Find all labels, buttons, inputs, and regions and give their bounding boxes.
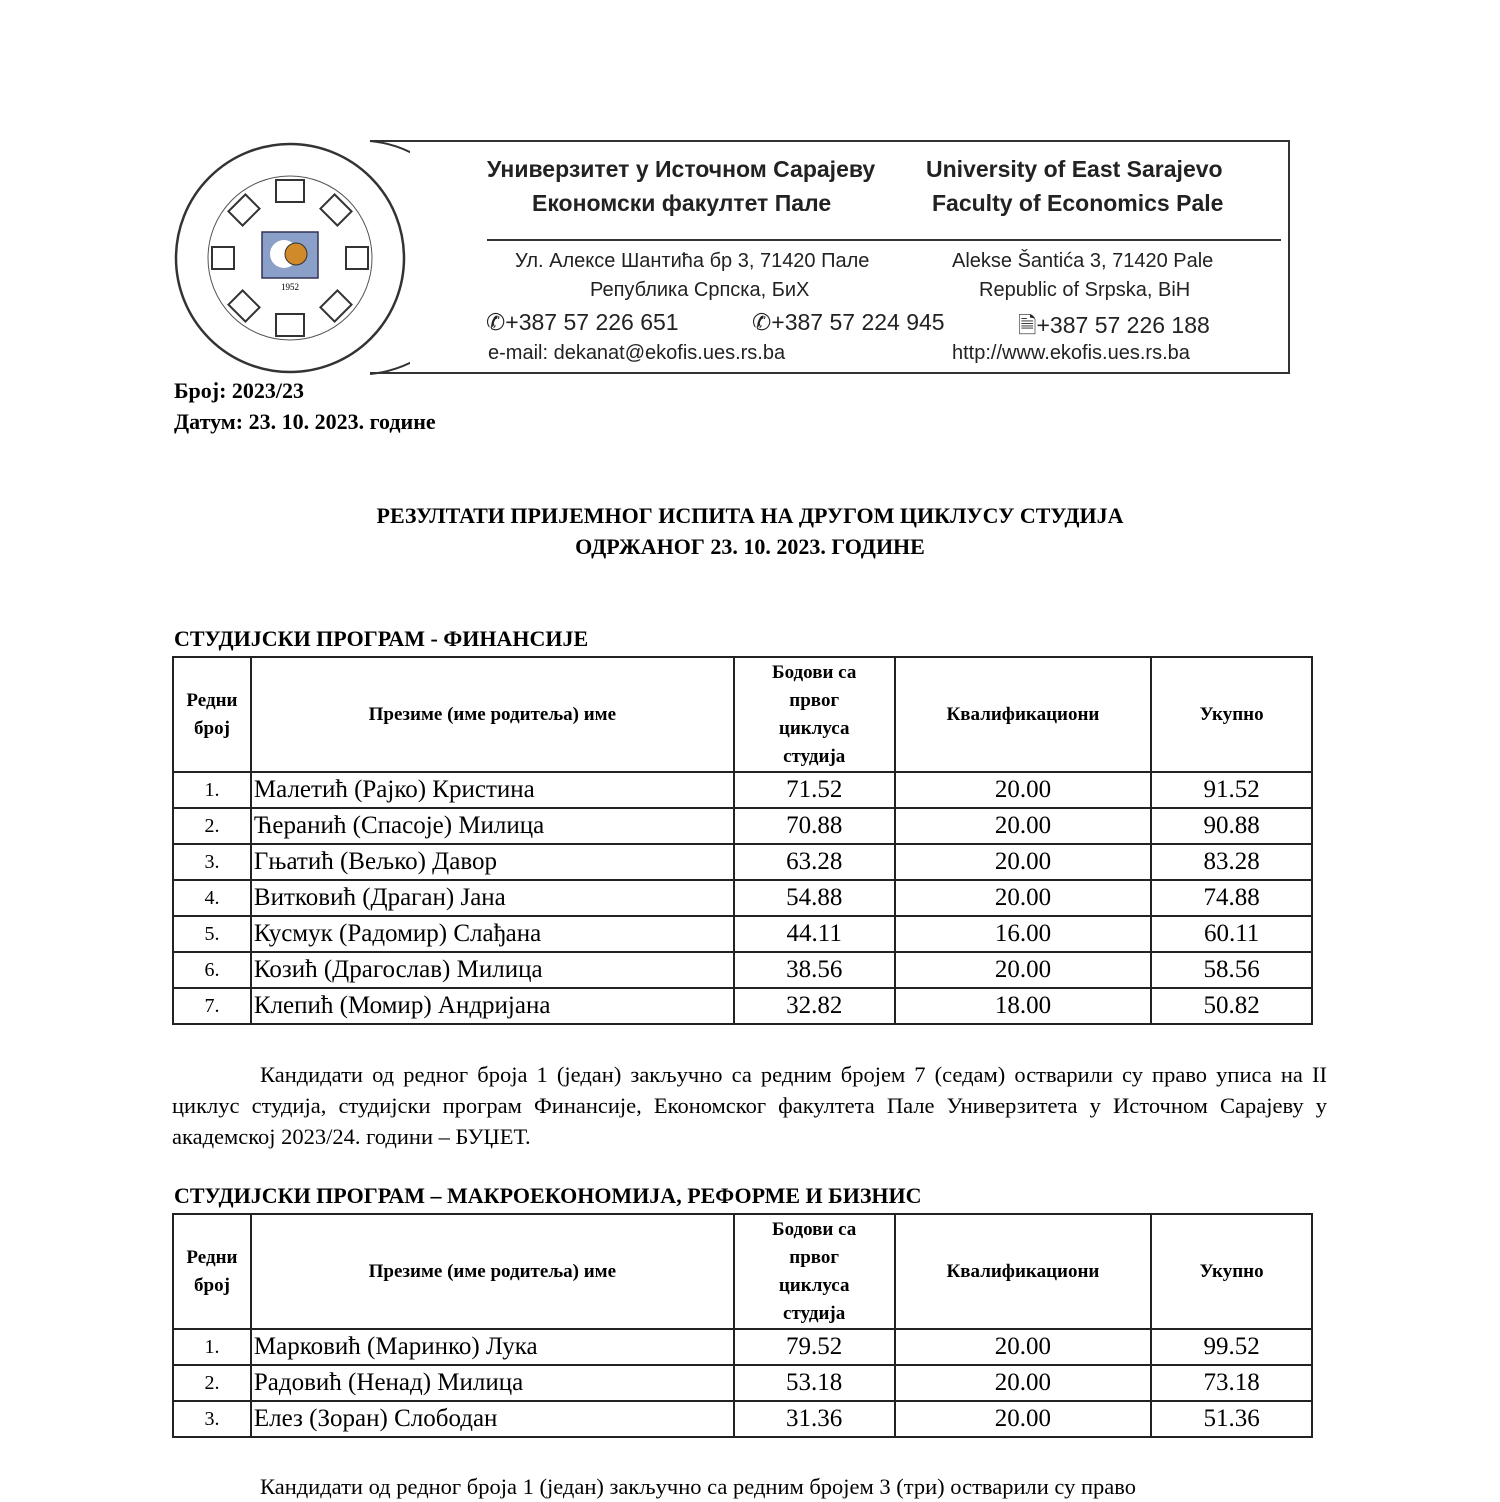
column-header-rank: Редни број [173, 657, 251, 772]
university-name-sr: Универзитет у Источном Сарајеву [487, 156, 876, 182]
column-header-rank: Редни број [173, 1214, 251, 1329]
table-row [173, 988, 1312, 1024]
website-link[interactable]: http://www.ekofis.ues.rs.ba [952, 342, 1190, 364]
cell-name: Елез (Зоран) Слободан [251, 1401, 734, 1437]
cell-name: Гњатић (Вељко) Давор [251, 844, 734, 880]
address-en-line2: Republic of Srpska, BiH [979, 279, 1191, 301]
table-row [173, 880, 1312, 916]
cell-name: Козић (Драгослав) Милица [251, 952, 734, 988]
cell-first-cycle-points: 32.82 [734, 988, 895, 1024]
cell-rank: 3. [173, 1401, 251, 1437]
cell-rank: 1. [173, 1329, 251, 1365]
table-row [173, 1329, 1312, 1365]
fax-icon: 🗎 [1018, 312, 1037, 338]
cell-first-cycle-points: 31.36 [734, 1401, 895, 1437]
cell-first-cycle-points: 71.52 [734, 772, 895, 808]
cell-rank: 6. [173, 952, 251, 988]
fax-number: +387 57 226 188 [1036, 312, 1210, 338]
cell-first-cycle-points: 38.56 [734, 952, 895, 988]
phone-2: +387 57 224 945 [771, 309, 945, 335]
cell-rank: 4. [173, 880, 251, 916]
cell-name: Клепић (Момир) Андријана [251, 988, 734, 1024]
column-header-first-cycle-points: Бодови са првог циклуса студија [734, 1214, 895, 1329]
column-header-qualifying: Квалификациони [895, 1214, 1152, 1329]
note-text: Кандидати од редног броја 1 (један) закључно са редним бројем 7 (седам) остварили су право уписа на II циклус студија, студијски програм Финансије, Економског факултета Пале Универзитета у Источном Сарајеву у академској 2023/24. години – БУЏЕТ. [172, 1062, 1327, 1149]
results-table-macroeconomics [172, 1213, 1313, 1438]
cell-rank: 3. [173, 844, 251, 880]
letterhead-arc [300, 140, 410, 376]
table-header-row [173, 1214, 1312, 1329]
cell-qualifying: 20.00 [895, 1365, 1152, 1401]
email-address[interactable]: e-mail: dekanat@ekofis.ues.rs.ba [488, 342, 786, 364]
cell-first-cycle-points: 70.88 [734, 808, 895, 844]
address-en-line1: Alekse Šantića 3, 71420 Pale [952, 250, 1214, 272]
cell-total: 90.88 [1151, 808, 1312, 844]
cell-rank: 5. [173, 916, 251, 952]
document-date: Датум: 23. 10. 2023. године [174, 409, 436, 434]
faculty-name-sr: Економски факултет Пале [532, 190, 832, 216]
cell-rank: 7. [173, 988, 251, 1024]
cell-rank: 2. [173, 1365, 251, 1401]
section-note-macroeconomics [172, 1471, 1327, 1502]
table-row [173, 772, 1312, 808]
cell-name: Ћеранић (Спасоје) Милица [251, 808, 734, 844]
results-table-finance [172, 656, 1313, 1025]
document-title-line1: РЕЗУЛТАТИ ПРИЈЕМНОГ ИСПИТА НА ДРУГОМ ЦИКЛУСУ СТУДИЈА [376, 503, 1124, 528]
document-title-line2: ОДРЖАНОГ 23. 10. 2023. ГОДИНЕ [575, 534, 925, 559]
cell-total: 91.52 [1151, 772, 1312, 808]
university-name-en: University of East Sarajevo [926, 156, 1223, 182]
letterhead-divider [487, 239, 1281, 241]
cell-name: Витковић (Драган) Јана [251, 880, 734, 916]
cell-total: 60.11 [1151, 916, 1312, 952]
address-sr-line2: Република Српска, БиХ [590, 279, 810, 301]
document-number: Број: 2023/23 [174, 378, 305, 403]
cell-qualifying: 20.00 [895, 880, 1152, 916]
cell-qualifying: 18.00 [895, 988, 1152, 1024]
section-note-finance [172, 1059, 1327, 1152]
cell-name: Радовић (Ненад) Милица [251, 1365, 734, 1401]
cell-total: 74.88 [1151, 880, 1312, 916]
cell-total: 73.18 [1151, 1365, 1312, 1401]
column-header-name: Презиме (име родитеља) име [251, 1214, 734, 1329]
section-heading-macroeconomics: СТУДИЈСКИ ПРОГРАМ – МАКРОЕКОНОМИЈА, РЕФОРМЕ И БИЗНИС [174, 1183, 922, 1208]
cell-name: Кусмук (Радомир) Слађана [251, 916, 734, 952]
cell-qualifying: 20.00 [895, 844, 1152, 880]
phone-1: +387 57 226 651 [505, 309, 679, 335]
cell-total: 83.28 [1151, 844, 1312, 880]
svg-text:1952: 1952 [281, 282, 299, 292]
column-header-name: Презиме (име родитеља) име [251, 657, 734, 772]
cell-total: 50.82 [1151, 988, 1312, 1024]
phone-icon: ✆ [486, 309, 506, 335]
cell-qualifying: 20.00 [895, 952, 1152, 988]
phone-icon: ✆ [752, 309, 772, 335]
table-row [173, 952, 1312, 988]
cell-total: 51.36 [1151, 1401, 1312, 1437]
table-row [173, 1401, 1312, 1437]
cell-qualifying: 16.00 [895, 916, 1152, 952]
table-row [173, 1365, 1312, 1401]
cell-name: Марковић (Маринко) Лука [251, 1329, 734, 1365]
table-row [173, 844, 1312, 880]
address-sr-line1: Ул. Алексе Шантића бр 3, 71420 Пале [515, 250, 870, 272]
cell-qualifying: 20.00 [895, 1329, 1152, 1365]
note-text: Кандидати од редног броја 1 (један) закључно са редним бројем 3 (три) остварили су право [260, 1474, 1136, 1499]
table-row [173, 808, 1312, 844]
column-header-total: Укупно [1151, 1214, 1312, 1329]
cell-first-cycle-points: 79.52 [734, 1329, 895, 1365]
cell-first-cycle-points: 53.18 [734, 1365, 895, 1401]
column-header-first-cycle-points: Бодови са првог циклуса студија [734, 657, 895, 772]
table-header-row [173, 657, 1312, 772]
table-row [173, 916, 1312, 952]
cell-first-cycle-points: 63.28 [734, 844, 895, 880]
column-header-total: Укупно [1151, 657, 1312, 772]
cell-first-cycle-points: 44.11 [734, 916, 895, 952]
cell-qualifying: 20.00 [895, 772, 1152, 808]
cell-total: 58.56 [1151, 952, 1312, 988]
cell-rank: 2. [173, 808, 251, 844]
cell-total: 99.52 [1151, 1329, 1312, 1365]
cell-qualifying: 20.00 [895, 808, 1152, 844]
cell-rank: 1. [173, 772, 251, 808]
column-header-qualifying: Квалификациони [895, 657, 1152, 772]
cell-qualifying: 20.00 [895, 1401, 1152, 1437]
cell-name: Малетић (Рајко) Кристина [251, 772, 734, 808]
faculty-name-en: Faculty of Economics Pale [932, 190, 1224, 216]
cell-first-cycle-points: 54.88 [734, 880, 895, 916]
section-heading-finance: СТУДИЈСКИ ПРОГРАМ - ФИНАНСИЈЕ [174, 626, 589, 651]
